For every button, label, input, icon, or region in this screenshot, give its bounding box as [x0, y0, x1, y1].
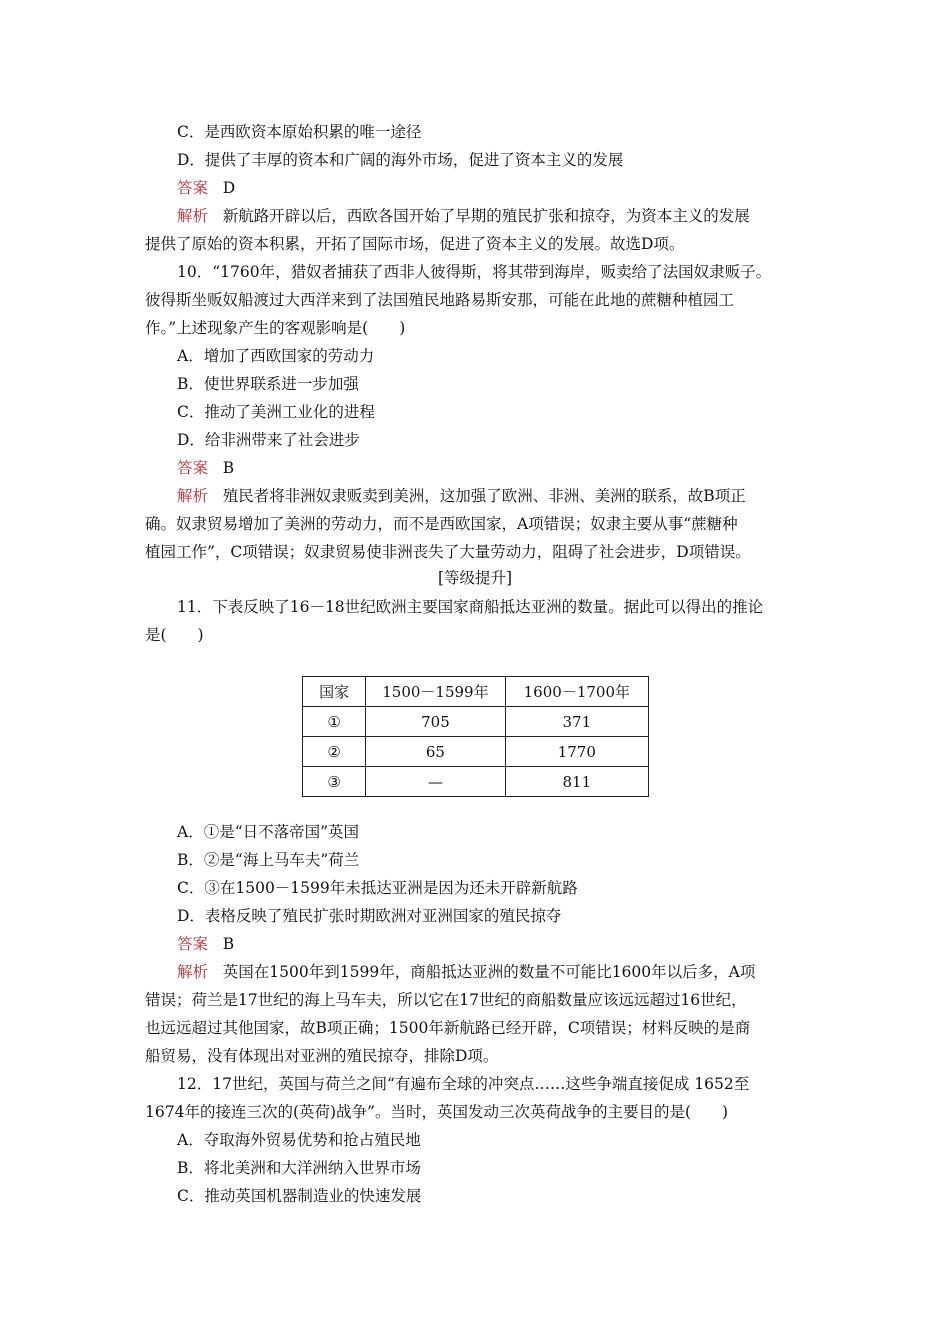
q10-analysis-2: 确。奴隶贸易增加了美洲的劳动力，而不是西欧国家，A项错误；奴隶主要从事“蔗糖种 [145, 515, 738, 533]
section-title: [等级提升] [437, 569, 513, 587]
q10-stem-1: 10．“1760年，猎奴者捕获了西非人彼得斯，将其带到海岸，贩卖给了法国奴隶贩子。 [177, 263, 772, 281]
analysis-label: 解析 [177, 487, 209, 505]
table-row [303, 707, 649, 737]
table-header-row [303, 677, 649, 707]
q10-option-b: B．使世界联系进一步加强 [177, 375, 359, 393]
answer-value: D [222, 179, 236, 197]
answer-value: B [222, 459, 235, 477]
table-cell: 1770 [505, 737, 648, 767]
q12-option-b: B．将北美洲和大洋洲纳入世界市场 [177, 1159, 421, 1177]
table-header-cell: 1500－1599年 [366, 677, 505, 707]
q10-answer [177, 458, 234, 478]
table-cell: 811 [505, 767, 648, 797]
q11-option-a: A．①是“日不落帝国”英国 [177, 823, 360, 841]
q12-stem-2: 1674年的接连三次的(英荷)战争”。当时，英国发动三次英荷战争的主要目的是( ) [145, 1103, 729, 1121]
q11-stem-2: 是( ) [145, 626, 204, 644]
analysis-text: 英国在1500年到1599年，商船抵达亚洲的数量不可能比1600年以后多，A项 [222, 963, 756, 981]
merchant-ship-table [302, 676, 649, 797]
answer-label: 答案 [177, 179, 209, 197]
q10-analysis-3: 植园工作”，C项错误；奴隶贸易使非洲丧失了大量劳动力，阻碍了社会进步，D项错误。 [145, 543, 751, 561]
q12-option-a: A．夺取海外贸易优势和抢占殖民地 [177, 1131, 421, 1149]
q12-stem-1: 12．17世纪，英国与荷兰之间“有遍布全球的冲突点……这些争端直接促成 1652至 [177, 1075, 750, 1093]
q11-option-b: B．②是“海上马车夫”荷兰 [177, 851, 360, 869]
table-cell: ② [303, 737, 366, 767]
answer-label: 答案 [177, 459, 209, 477]
q11-analysis-3: 也远远超过其他国家，故B项正确；1500年新航路已经开辟，C项错误；材料反映的是商 [145, 1019, 751, 1037]
table-cell: 371 [505, 707, 648, 737]
q9-analysis-2: 提供了原始的资本积累，开拓了国际市场，促进了资本主义的发展。故选D项。 [145, 235, 685, 253]
analysis-label: 解析 [177, 207, 209, 225]
q11-analysis-1 [177, 962, 755, 982]
analysis-text: 殖民者将非洲奴隶贩卖到美洲，这加强了欧洲、非洲、美洲的联系，故B项正 [222, 487, 746, 505]
q10-stem-3: 作。”上述现象产生的客观影响是( ) [145, 319, 406, 337]
q11-option-c: C．③在1500－1599年未抵达亚洲是因为还未开辟新航路 [177, 879, 578, 897]
table-cell: ③ [303, 767, 366, 797]
q10-analysis-1 [177, 486, 746, 506]
answer-label: 答案 [177, 935, 209, 953]
table-row [303, 737, 649, 767]
q11-analysis-4: 船贸易，没有体现出对亚洲的殖民掠夺，排除D项。 [145, 1047, 499, 1065]
table-header-cell: 1600－1700年 [505, 677, 648, 707]
analysis-text: 新航路开辟以后，西欧各国开始了早期的殖民扩张和掠夺，为资本主义的发展 [222, 207, 750, 225]
table-cell: 65 [366, 737, 505, 767]
table-cell: — [366, 767, 505, 797]
q10-option-a: A．增加了西欧国家的劳动力 [177, 347, 375, 365]
q9-option-d: D．提供了丰厚的资本和广阔的海外市场，促进了资本主义的发展 [177, 151, 624, 169]
q11-analysis-2: 错误；荷兰是17世纪的海上马车夫，所以它在17世纪的商船数量应该远远超过16世纪， [145, 991, 747, 1009]
q11-option-d: D．表格反映了殖民扩张时期欧洲对亚洲国家的殖民掠夺 [177, 907, 562, 925]
table-cell: ① [303, 707, 366, 737]
table-cell: 705 [366, 707, 505, 737]
q12-option-c: C．推动英国机器制造业的快速发展 [177, 1187, 422, 1205]
q11-answer [177, 934, 234, 954]
q9-answer [177, 178, 235, 198]
q10-stem-2: 彼得斯坐贩奴船渡过大西洋来到了法国殖民地路易斯安那，可能在此地的蔗糖种植园工 [145, 291, 735, 309]
q10-option-d: D．给非洲带来了社会进步 [177, 431, 360, 449]
table-row [303, 767, 649, 797]
answer-value: B [222, 935, 235, 953]
q11-stem-1: 11．下表反映了16－18世纪欧洲主要国家商船抵达亚洲的数量。据此可以得出的推论 [177, 598, 764, 616]
analysis-label: 解析 [177, 963, 209, 981]
q9-option-c: C．是西欧资本原始积累的唯一途径 [177, 123, 422, 141]
q9-analysis-1 [177, 206, 750, 226]
q10-option-c: C．推动了美洲工业化的进程 [177, 403, 375, 421]
table-header-cell: 国家 [303, 677, 366, 707]
